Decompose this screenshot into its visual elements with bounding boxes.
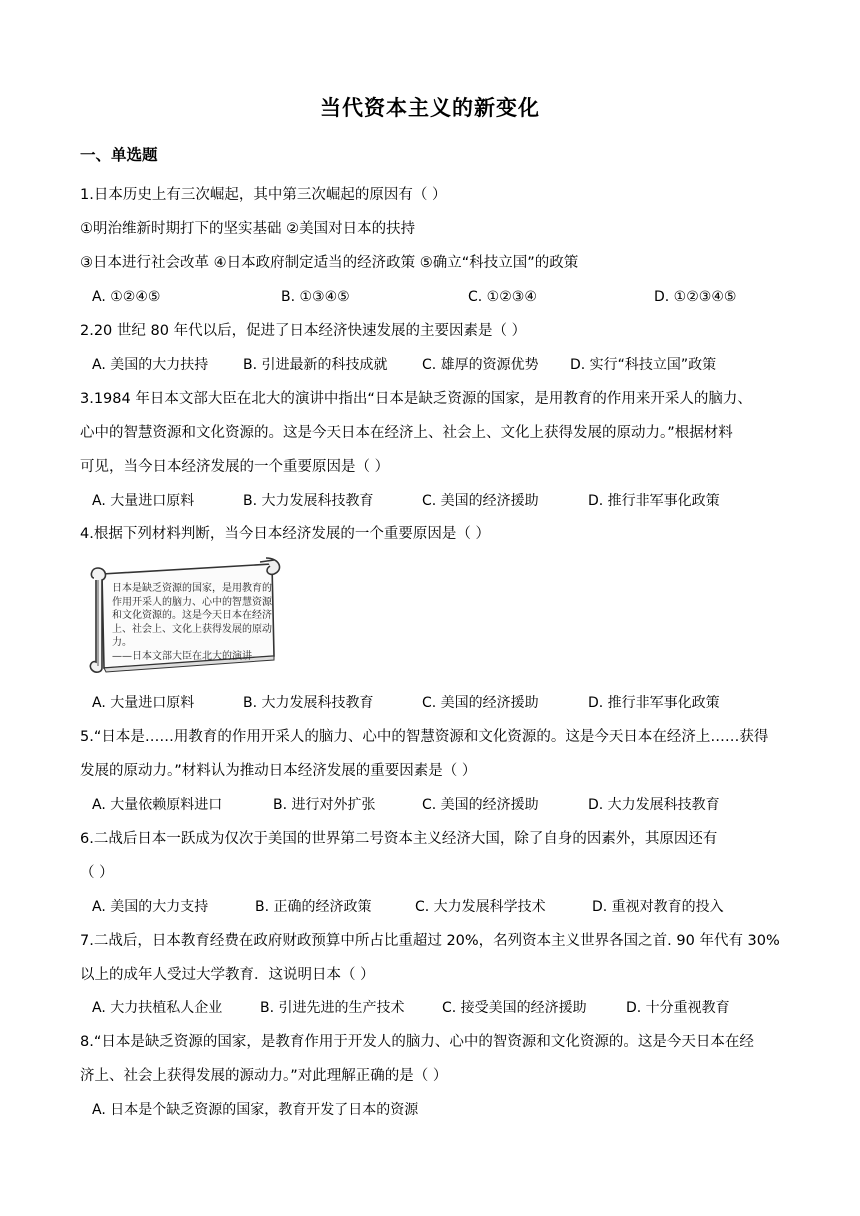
question-5-stem-cont: 发展的原动力。”材料认为推动日本经济发展的重要因素是（ ） xyxy=(80,763,477,779)
question-8-stem-cont: 济上、社会上获得发展的源动力。”对此理解正确的是（ ） xyxy=(80,1068,448,1084)
option-b[interactable]: B. 进行对外扩张 xyxy=(273,797,376,813)
option-d[interactable]: D. 推行非军事化政策 xyxy=(588,493,720,509)
option-d[interactable]: D. 大力发展科技教育 xyxy=(588,797,720,813)
question-8-stem: 8.“日本是缺乏资源的国家，是教育作用于开发人的脑力、心中的智资源和文化资源的。这是今天日本在经 xyxy=(80,1034,754,1050)
question-2-stem: 2.20 世纪 80 年代以后，促进了日本经济快速发展的主要因素是（ ） xyxy=(80,323,527,339)
option-a[interactable]: A. 大量依赖原料进口 xyxy=(92,797,223,813)
question-3-stem-cont: 可见，当今日本经济发展的一个重要原因是（ ） xyxy=(80,459,390,475)
option-b[interactable]: B. 大力发展科技教育 xyxy=(243,493,374,509)
question-1-stem: 1.日本历史上有三次崛起，其中第三次崛起的原因有（ ） xyxy=(80,187,447,203)
option-a[interactable]: A. 大量进口原料 xyxy=(92,695,195,711)
document-title: 当代资本主义的新变化 xyxy=(320,96,540,120)
option-a[interactable]: A. ①②④⑤ xyxy=(92,289,161,305)
question-1-item-line: ③日本进行社会改革 ④日本政府制定适当的经济政策 ⑤确立“科技立国”的政策 xyxy=(80,255,579,271)
question-6-stem-cont: （ ） xyxy=(80,865,114,881)
option-b[interactable]: B. 大力发展科技教育 xyxy=(243,695,374,711)
option-d[interactable]: D. 重视对教育的投入 xyxy=(592,899,724,915)
option-b[interactable]: B. 正确的经济政策 xyxy=(255,899,372,915)
question-1-item-line: ①明治维新时期打下的坚实基础 ②美国对日本的扶持 xyxy=(80,221,416,237)
option-d[interactable]: D. ①②③④⑤ xyxy=(654,289,737,305)
option-b[interactable]: B. 引进先进的生产技术 xyxy=(260,1000,405,1016)
question-3-stem: 3.1984 年日本文部大臣在北大的演讲中指出“日本是缺乏资源的国家，是用教育的作用来开采人的脑力、 xyxy=(80,391,752,407)
option-d[interactable]: D. 十分重视教育 xyxy=(626,1000,730,1016)
section-heading: 一、单选题 xyxy=(80,146,158,164)
option-b[interactable]: B. ①③④⑤ xyxy=(281,289,350,305)
option-c[interactable]: C. 美国的经济援助 xyxy=(422,695,539,711)
option-c[interactable]: C. 美国的经济援助 xyxy=(422,797,539,813)
option-a[interactable]: A. 大量进口原料 xyxy=(92,493,195,509)
option-c[interactable]: C. 接受美国的经济援助 xyxy=(442,1000,587,1016)
option-a[interactable]: A. 美国的大力扶持 xyxy=(92,357,209,373)
scroll-quote-text: 日本是缺乏资源的国家，是用教育的作用开采人的脑力、心中的智慧资源和文化资源的。这是今天日本在经济上、社会上、文化上获得发展的原动力。 ——日本文部大臣在北大的演讲 xyxy=(112,583,272,662)
option-a[interactable]: A. 美国的大力支持 xyxy=(92,899,209,915)
question-7-stem: 7.二战后，日本教育经费在政府财政预算中所占比重超过 20%，名列资本主义世界各国之首. 90 年代有 30% xyxy=(80,933,780,949)
option-c[interactable]: C. 大力发展科学技术 xyxy=(415,899,546,915)
question-5-stem: 5.“日本是……用教育的作用开采人的脑力、心中的智慧资源和文化资源的。这是今天日本在经济上……获得 xyxy=(80,729,769,745)
option-c[interactable]: C. 雄厚的资源优势 xyxy=(422,357,539,373)
question-6-stem: 6.二战后日本一跃成为仅次于美国的世界第二号资本主义经济大国，除了自身的因素外，其原因还有 xyxy=(80,831,718,847)
question-7-stem-cont: 以上的成年人受过大学教育．这说明日本（ ） xyxy=(80,967,375,983)
question-3-stem-cont: 心中的智慧资源和文化资源的。这是今天日本在经济上、社会上、文化上获得发展的原动力。”根据材料 xyxy=(80,425,733,441)
option-c[interactable]: C. ①②③④ xyxy=(468,289,537,305)
option-d[interactable]: D. 实行“科技立国”政策 xyxy=(570,357,717,373)
question-4-stem: 4.根据下列材料判断，当今日本经济发展的一个重要原因是（ ） xyxy=(80,526,490,542)
option-b[interactable]: B. 引进最新的科技成就 xyxy=(243,357,388,373)
option-d[interactable]: D. 推行非军事化政策 xyxy=(588,695,720,711)
option-a[interactable]: A. 日本是个缺乏资源的国家，教育开发了日本的资源 xyxy=(92,1102,419,1118)
option-c[interactable]: C. 美国的经济援助 xyxy=(422,493,539,509)
scroll-material-image xyxy=(88,556,286,674)
option-a[interactable]: A. 大力扶植私人企业 xyxy=(92,1000,223,1016)
